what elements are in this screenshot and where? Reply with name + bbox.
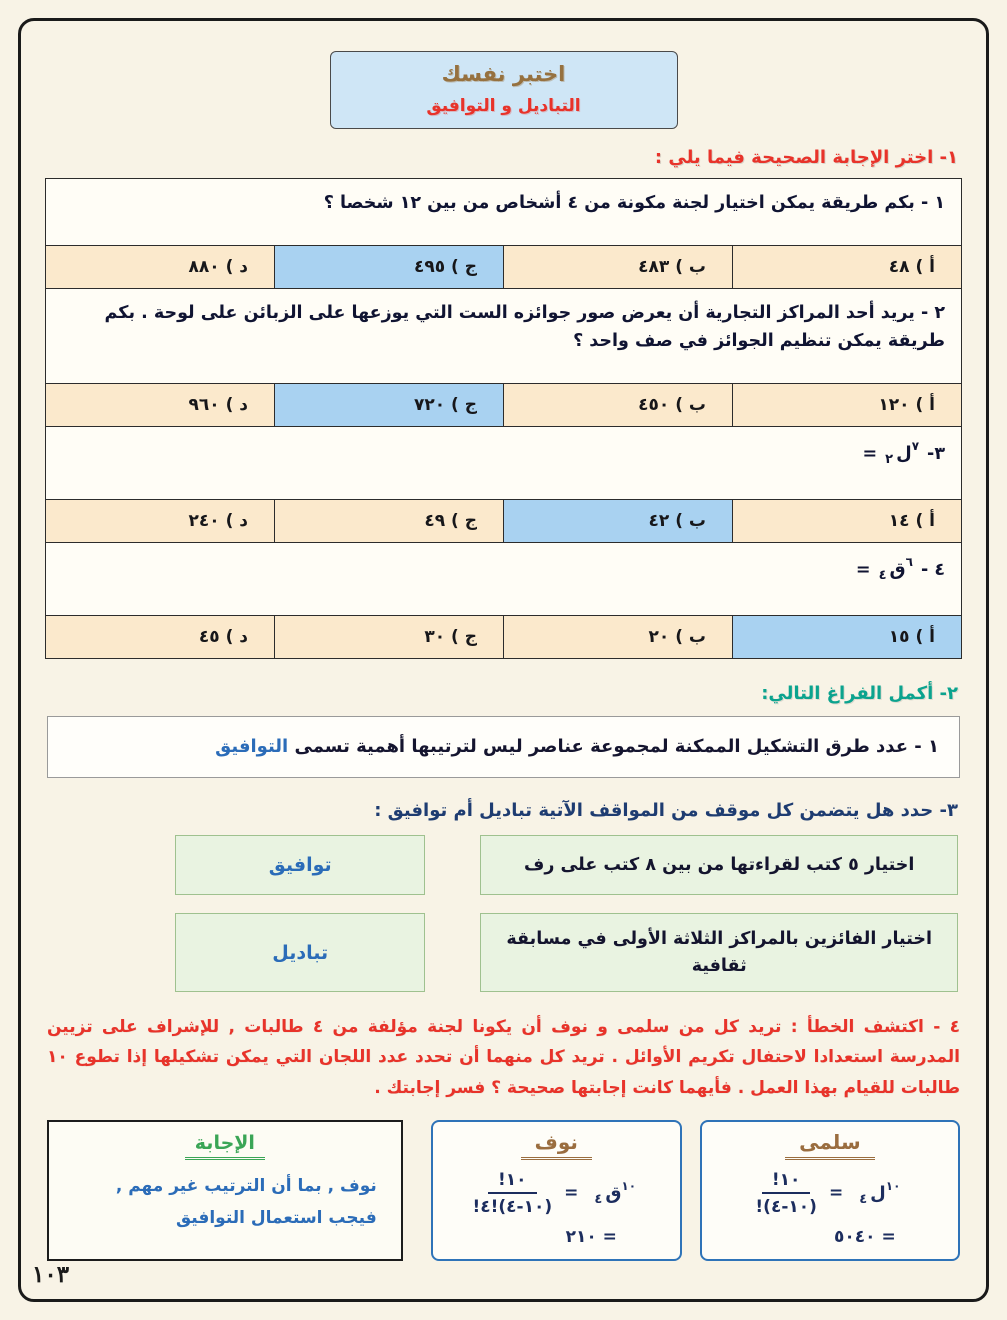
situation-1-text: اختيار ٥ كتب لقراءتها من بين ٨ كتب على رف xyxy=(480,835,958,895)
q2-choice-d: د ) ٩٦٠ xyxy=(46,384,275,427)
verdict-line-1: نوف , بما أن الترتيب غير مهم , xyxy=(115,1175,377,1196)
nouf-notation-sub: ٤ xyxy=(594,1192,603,1208)
nouf-equals-sign: = xyxy=(564,1183,579,1204)
q2-choice-c-correct: ج ) ٧٢٠ xyxy=(275,384,504,427)
verdict-box xyxy=(47,1120,403,1261)
nouf-solution-box xyxy=(431,1120,682,1261)
q4-choice-b: ب ) ٢٠ xyxy=(504,615,733,658)
question-row-4 xyxy=(46,542,962,615)
nouf-equation xyxy=(443,1170,670,1217)
question-4-answers xyxy=(46,615,962,658)
nouf-notation-sup: ١٠ xyxy=(621,1179,637,1194)
salma-notation-sub: ٤ xyxy=(859,1192,868,1208)
q4-notation-sup: ٦ xyxy=(905,554,913,569)
quiz-table xyxy=(45,178,962,659)
q3-notation-base: ل xyxy=(896,443,912,464)
nouf-name: نوف xyxy=(521,1130,592,1160)
q4-notation-base: ق xyxy=(889,558,906,580)
question-2-answers xyxy=(46,384,962,427)
nouf-fraction-denominator: (١٠-٤)!٤! xyxy=(472,1196,553,1217)
q4-combination-notation xyxy=(878,554,913,583)
salma-solution-box xyxy=(700,1120,960,1261)
situation-2-text: اختيار الفائزين بالمراكز الثلاثة الأولى في مسابقة ثقافية xyxy=(480,913,958,992)
section2-heading: ٢- أكمل الفراغ التالي: xyxy=(761,682,958,704)
page-subtitle: التباديل و التوافيق xyxy=(426,96,581,116)
situation-row-2 xyxy=(175,913,958,992)
salma-name: سلمى xyxy=(785,1130,874,1160)
nouf-notation-base: ق xyxy=(605,1183,622,1205)
q3-choice-b-correct: ب ) ٤٢ xyxy=(504,499,733,542)
q2-choice-b: ب ) ٤٥٠ xyxy=(504,384,733,427)
fill-in-answer: التوافيق xyxy=(215,735,289,757)
salma-equals-sign: = xyxy=(828,1183,844,1204)
q1-choice-d: د ) ٨٨٠ xyxy=(46,246,275,289)
verdict-title-wrap xyxy=(63,1132,387,1160)
nouf-result: = ٢١٠ xyxy=(565,1226,617,1247)
salma-fraction xyxy=(751,1170,821,1217)
question-2-text: ٢ - يريد أحد المراكز التجارية أن يعرض صور جوائزه الست التي يوزعها على الزبائن على لوحة . بكم طريقة يمكن تنظيم الجوائز في صف واحد ؟ xyxy=(46,289,962,384)
salma-equation xyxy=(712,1170,948,1217)
q3-choice-a: أ ) ١٤ xyxy=(733,499,962,542)
page-number: ١٠٣ xyxy=(32,1261,70,1288)
salma-fraction-numerator: ١٠! xyxy=(762,1170,811,1194)
q4-equals: = xyxy=(855,559,871,580)
title-box xyxy=(330,51,678,129)
q3-permutation-notation xyxy=(885,439,920,467)
salma-name-header xyxy=(712,1130,948,1160)
question-row-2 xyxy=(46,289,962,384)
q3-choice-d: د ) ٢٤٠ xyxy=(46,499,275,542)
q4-choice-d: د ) ٤٥ xyxy=(46,615,275,658)
q3-equals: = xyxy=(862,444,878,464)
verdict-title: الإجابة xyxy=(185,1132,265,1160)
q2-choice-a: أ ) ١٢٠ xyxy=(733,384,962,427)
situation-1-classification: توافيق xyxy=(175,835,425,895)
q4-notation-sub: ٤ xyxy=(878,567,887,583)
q1-choice-b: ب ) ٤٨٣ xyxy=(504,246,733,289)
salma-permutation-notation xyxy=(859,1179,900,1207)
question-1-answers xyxy=(46,246,962,289)
situation-2-classification: تباديل xyxy=(175,913,425,992)
question-1-text: ١ - بكم طريقة يمكن اختيار لجنة مكونة من ٤ أشخاص من بين ١٢ شخصا ؟ xyxy=(46,179,962,246)
nouf-fraction xyxy=(468,1170,556,1217)
question-3-answers xyxy=(46,499,962,542)
nouf-fraction-numerator: ١٠! xyxy=(488,1170,537,1194)
q3-prefix: ٣- xyxy=(927,444,945,464)
page-frame xyxy=(18,18,989,1302)
salma-notation-sup: ١٠ xyxy=(885,1179,901,1194)
q4-prefix: ٤ - xyxy=(920,559,945,580)
salma-fraction-denominator: (١٠-٤)! xyxy=(755,1196,817,1217)
question-row-3 xyxy=(46,427,962,500)
page-title: اختبر نفسك xyxy=(441,62,566,86)
section3-heading: ٣- حدد هل يتضمن كل موقف من المواقف الآتية تباديل أم توافيق : xyxy=(374,800,958,822)
salma-result: = ٥٠٤٠ xyxy=(834,1226,896,1247)
section4-paragraph: ٤ - اكتشف الخطأ : تريد كل من سلمى و نوف أن يكونا لجنة مؤلفة من ٤ طالبات , للإشراف على تزيين المدرسة استعدادا لاحتفال تكريم الأوائل . تريد كل منهما أن تحدد عدد اللجان التي يمكن تشكيلها إذا تطوع ١٠ طالبات للقيام بهذا العمل . فأيهما كانت إجابتها صحيحة ؟ فسر إجابتك . xyxy=(47,1016,960,1099)
fill-in-statement: ١ - عدد طرق التشكيل الممكنة لمجموعة عناصر ليس لترتيبها أهمية تسمى xyxy=(294,735,939,757)
q3-notation-sup: ٧ xyxy=(911,439,920,453)
q1-choice-a: أ ) ٤٨ xyxy=(733,246,962,289)
q3-choice-c: ج ) ٤٩ xyxy=(275,499,504,542)
question-row-1 xyxy=(46,179,962,246)
question-4-text xyxy=(46,542,962,615)
q4-choice-a-correct: أ ) ١٥ xyxy=(733,615,962,658)
nouf-combination-notation xyxy=(594,1179,636,1207)
q4-choice-c: ج ) ٣٠ xyxy=(275,615,504,658)
verdict-line-2: فيجب استعمال التوافيق xyxy=(175,1207,377,1228)
solutions-row xyxy=(47,1120,960,1261)
situation-row-1 xyxy=(175,835,958,895)
q3-notation-sub: ٢ xyxy=(885,452,894,467)
nouf-name-header xyxy=(443,1130,670,1160)
q1-choice-c-correct: ج ) ٤٩٥ xyxy=(275,246,504,289)
fill-in-box xyxy=(47,716,960,779)
salma-notation-base: ل xyxy=(870,1183,886,1205)
section1-heading: ١- اختر الإجابة الصحيحة فيما يلي : xyxy=(654,147,958,168)
question-3-text xyxy=(46,427,962,500)
